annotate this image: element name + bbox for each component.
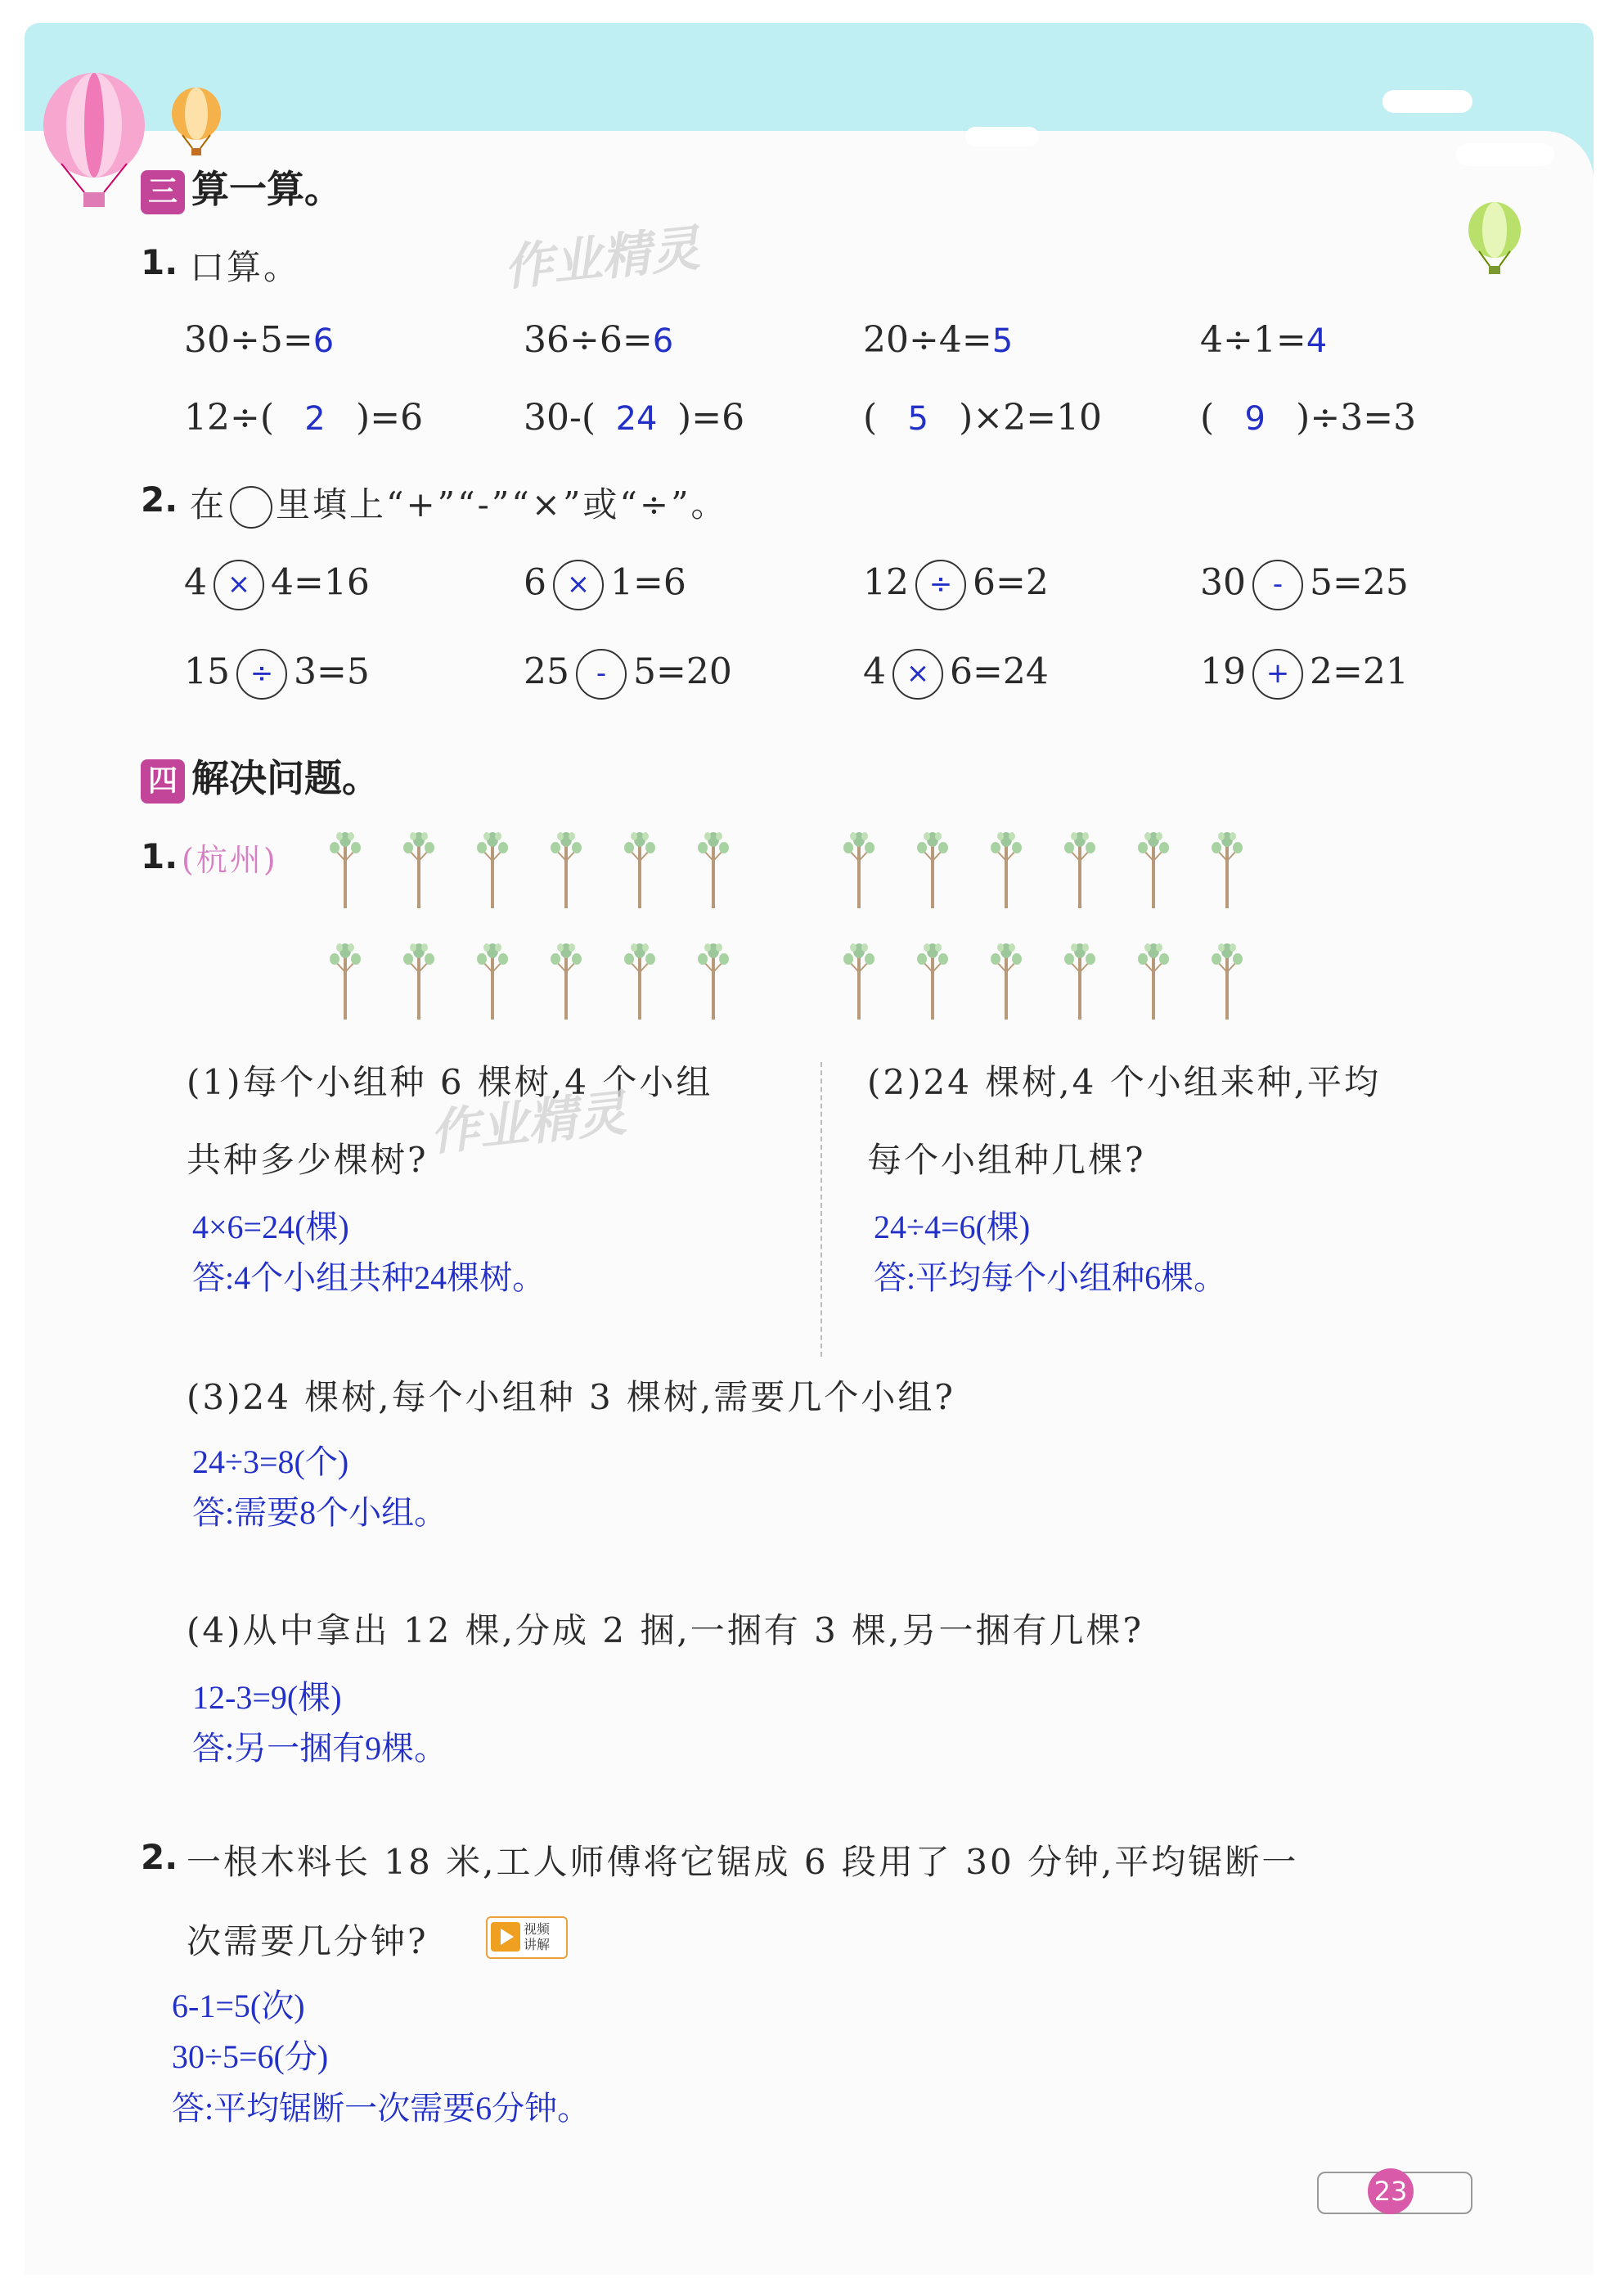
tree-icon [986,828,1027,910]
operand: 4 [184,561,207,604]
video-lesson-button[interactable] [486,1916,568,1959]
operator-circle: + [1252,649,1303,700]
cloud [1382,90,1472,113]
operand: 3=5 [294,651,370,693]
operator-equation [863,649,1049,700]
cloud [1456,143,1554,166]
answer-line: 答:另一捆有9棵。 [192,1730,447,1767]
equation-expr: )×2=10 [959,397,1103,439]
answer-line: 答:平均锯断一次需要6分钟。 [172,2090,591,2127]
answer-line: 30÷5=6(分) [172,2038,329,2075]
equation-expr: )=6 [677,397,745,439]
equation [863,319,1013,361]
sub-question-text: (1)每个小组种 6 棵树,4 个小组 [187,1062,713,1102]
operand: 5=20 [633,651,732,693]
equation [184,319,334,361]
operand: 4 [863,651,886,693]
equation-expr: 20÷4= [863,319,992,361]
sub-question-text: (4)从中拿出 12 棵,分成 2 捆,一捆有 3 棵,另一捆有几棵? [187,1610,1144,1650]
answer: 9 [1244,400,1266,438]
tree-icon [1133,828,1174,910]
tree-icon [398,828,439,910]
tree-icon [1207,939,1248,1021]
hot-air-balloon-icon [1464,200,1526,278]
operator-equation [524,560,686,610]
source-tag: (杭州) [182,842,278,878]
equation-expr: )=6 [356,397,424,439]
video-label-line: 讲解 [524,1937,551,1952]
label-text: 在 [190,484,227,524]
sub-question-text: 共种多少棵树? [187,1140,429,1180]
operator-circle: ÷ [915,560,966,610]
operator-circle: - [1252,560,1303,610]
answer: 4 [1306,322,1328,360]
tree-icon [912,939,953,1021]
equation [863,397,1102,439]
equation-expr: 12÷( [184,397,275,439]
operator-equation [863,560,1049,610]
equation [184,397,423,439]
tree-icon [693,939,734,1021]
section-title: 算一算。 [191,167,342,211]
sub-question-text: 每个小组种几棵? [867,1140,1146,1180]
operator-equation [184,649,370,700]
tree-icon [398,939,439,1021]
equation-expr: ( [863,397,878,439]
operand: 30 [1200,561,1246,604]
tree-icon [986,939,1027,1021]
answer-line: 答:需要8个小组。 [192,1494,447,1531]
operand: 12 [863,561,909,604]
answer-line: 24÷4=6(棵) [874,1209,1031,1245]
tree-icon [838,939,879,1021]
tree-icon [912,828,953,910]
tree-icon [1059,828,1100,910]
answer-line: 6-1=5(次) [172,1988,305,2024]
blank-circle-icon [230,486,272,529]
equation-expr: 4÷1= [1200,319,1306,361]
operator-circle: ÷ [236,649,287,700]
answer-line: 24÷3=8(个) [192,1443,349,1480]
operator-equation [1200,649,1409,700]
section-heading [141,749,380,804]
question-number: 1. [141,836,178,876]
tree-icon [838,828,879,910]
tree-icon [619,828,660,910]
section-mark: 四 [141,759,185,804]
equation [1200,319,1327,361]
question-number: 2. [141,1837,178,1877]
operand: 5=25 [1310,561,1409,604]
operand: 1=6 [610,561,686,604]
equation-expr: 36÷6= [524,319,653,361]
question-label [190,478,728,529]
operator-equation [524,649,732,700]
operator-circle: × [892,649,943,700]
question-number: 2. [141,479,178,520]
equation [1200,397,1416,439]
watermark: 作业精灵 [501,219,703,298]
question-number: 1. [141,242,178,282]
tree-icon [546,939,587,1021]
operator-circle: × [553,560,604,610]
tree-icon [325,939,366,1021]
operand: 6=2 [973,561,1049,604]
answer: 6 [652,322,674,360]
operator-equation [1200,560,1409,610]
operand: 25 [524,651,569,693]
operand: 6 [524,561,546,604]
section-mark: 三 [141,170,185,214]
equation-expr: 30-( [524,397,596,439]
tree-icon [472,939,513,1021]
equation [524,397,744,439]
answer-line: 答:4个小组共种24棵树。 [192,1259,546,1296]
video-label-line: 视频 [524,1921,551,1937]
question-text: 一根木料长 18 米,工人师傅将它锯成 6 段用了 30 分钟,平均锯断一 [187,1842,1299,1882]
tree-icon [546,828,587,910]
play-icon [491,1922,520,1952]
answer: 2 [304,400,326,438]
section-title: 解决问题。 [191,756,380,800]
video-label [524,1921,564,1952]
operand: 15 [184,651,230,693]
answer: 6 [312,322,335,360]
tree-icon [693,828,734,910]
operand: 19 [1200,651,1246,693]
operator-circle: - [576,649,627,700]
tree-icon [472,828,513,910]
answer: 5 [907,400,928,438]
sub-question-text: (3)24 棵树,每个小组种 3 棵树,需要几个小组? [187,1377,955,1417]
tree-icon [325,828,366,910]
sub-question-text: (2)24 棵树,4 个小组来种,平均 [867,1062,1382,1102]
equation [524,319,673,361]
tree-icon [1133,939,1174,1021]
operand: 4=16 [271,561,370,604]
column-divider [820,1062,822,1357]
tree-icon [1059,939,1100,1021]
operand: 6=24 [950,651,1049,693]
operator-equation [184,560,370,610]
tree-icon [1207,828,1248,910]
page-number: 23 [1368,2168,1414,2214]
cloud [965,127,1039,146]
label-text: 里填上“+”“-”“×”或“÷”。 [276,484,728,524]
hot-air-balloon-icon [168,86,225,160]
operand: 2=21 [1310,651,1409,693]
operator-circle: × [214,560,264,610]
answer-line: 答:平均每个小组种6棵。 [874,1259,1227,1296]
answer-line: 4×6=24(棵) [192,1209,349,1245]
tree-icon [619,939,660,1021]
equation-expr: ( [1200,397,1215,439]
answer-line: 12-3=9(棵) [192,1679,342,1716]
question-text: 次需要几分钟? [187,1921,429,1961]
section-heading [141,160,342,214]
answer: 24 [615,400,658,438]
watermark: 作业精灵 [427,1084,629,1163]
hot-air-balloon-icon [37,70,151,213]
equation-expr: )÷3=3 [1296,397,1417,439]
equation-expr: 30÷5= [184,319,313,361]
answer: 5 [991,322,1014,360]
question-label: 口算。 [190,247,301,287]
